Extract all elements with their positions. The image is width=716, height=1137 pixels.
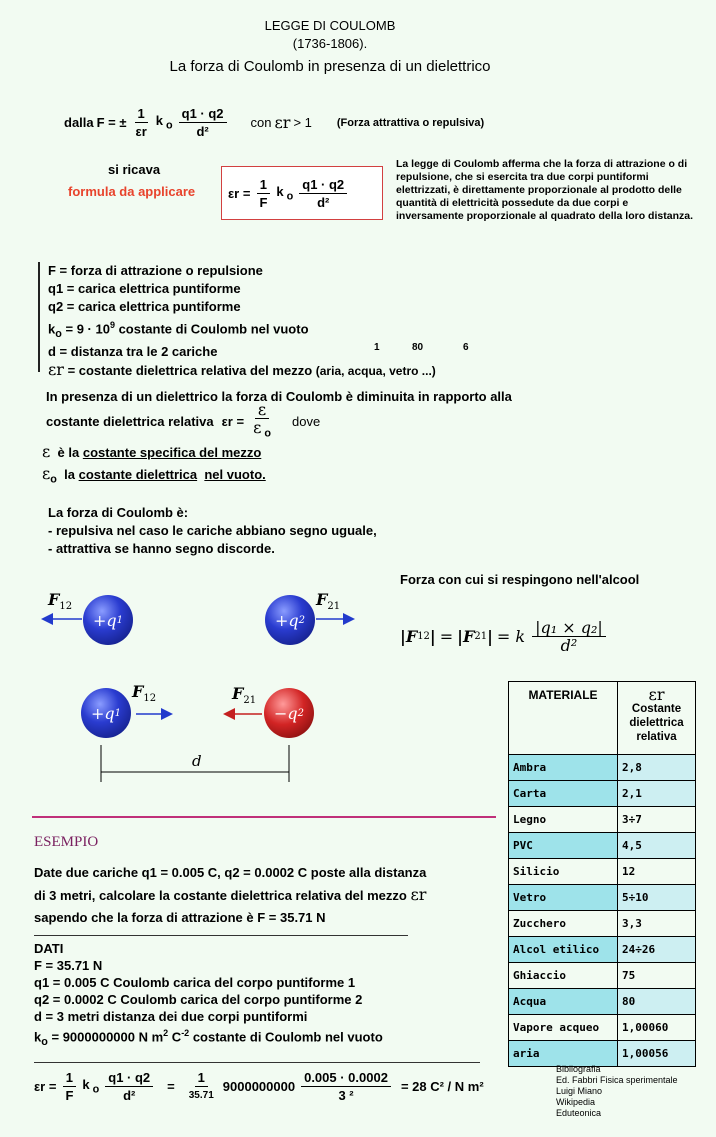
formula-cond-pre: con	[250, 115, 272, 130]
force-kind-title: La forza di Coulomb è:	[48, 505, 189, 520]
data-title: DATI	[34, 941, 64, 956]
legend-value-aria: 1	[374, 342, 380, 353]
dielectric-fraction: $\frac{\varepsilon}{\varepsilon _o}$	[253, 400, 271, 440]
page-title: LEGGE DI COULOMB	[264, 18, 396, 33]
data-distance: d = 3 metri distanza dei due corpi puntiformi	[34, 1009, 308, 1024]
force-kind-repulsive: - repulsiva nel caso le cariche abbiano segno uguale,	[48, 523, 377, 538]
table-row: Silicio 12	[509, 859, 696, 885]
charge-q1-attract: +q 1	[81, 688, 131, 738]
charge-q2-attract: −q 2	[264, 688, 314, 738]
table-row: Ambra 2,8	[509, 755, 696, 781]
section-divider	[32, 816, 496, 818]
force-magnitude-equation: | F 12 | = | F 21 | = k $\frac{\text{|q₁ × q₂|}}{\text{d²}}$	[400, 620, 609, 653]
formula2-lhs: εr =	[228, 185, 251, 201]
example-divider	[34, 935, 408, 936]
data-q2: q2 = 0.0002 C Coulomb carica del corpo puntiforme 2	[34, 992, 363, 1007]
formula-fraction-2: $\frac{q1 \cdot q2}{\text{d²}}$	[179, 106, 230, 139]
formula2-k: k $_o$	[276, 183, 294, 203]
formula-prefix: dalla	[64, 115, 94, 130]
legend-d: d = distanza tra le 2 cariche	[48, 343, 218, 359]
label-f21-attract: $F_{21}$	[232, 684, 257, 707]
formula2-fraction-1: $\frac{1}{F}$	[256, 177, 273, 210]
example-title: ESEMPIO	[34, 834, 99, 850]
table-row: aria 1,00056	[509, 1041, 696, 1067]
bibliography-entry: Ed. Fabbri Fisica sperimentale	[556, 1075, 678, 1085]
legend-value-vetro: 6	[463, 342, 469, 353]
dielectric-label: costante dielettrica relativa	[46, 414, 214, 430]
force-kind-attractive: - attrattiva se hanno segno discorde.	[48, 541, 275, 556]
final-fraction-3: $\frac{1}{35.71}$	[188, 1070, 214, 1101]
final-fraction-4: $\frac{0.005 \cdot 0.0002}{\text{3 ²}}$	[301, 1070, 394, 1103]
distance-label: d	[192, 752, 202, 770]
label-f21-repel: $F_{21}$	[316, 590, 341, 613]
epsilon-definition: ε è la costante specifica del mezzo	[42, 442, 262, 461]
formula2-fraction-2: $\frac{q1 \cdot q2}{\text{d²}}$	[299, 177, 350, 210]
bibliography-entry: Eduteonica	[556, 1108, 602, 1118]
data-k: $k_o = 9000000000$ N $m^2$ $C^{-2}$ costante di Coulomb nel vuoto	[34, 1028, 383, 1048]
formula-fraction-1: $\frac{1}{\varepsilon r}$	[135, 106, 147, 139]
formula-cond-post: > 1	[293, 115, 312, 130]
label-f12-attract: $F_{12}$	[132, 682, 157, 705]
final-fraction-1: $\frac{1}{F}$	[62, 1070, 79, 1103]
example-line-3: sapendo che la forza di attrazione è F = 35.71 N	[34, 910, 326, 925]
formula-lhs: F = ±	[96, 115, 127, 130]
law-description: La legge di Coulomb afferma che la forza di attrazione o di repulsione, che si esercita tra due corpi puntiformi elettrizzati, è direttamente proporzionale al prodotto delle quantità di elettricità possedute da due corpi e inversamente proporzionale al quadrato della loro distanza.	[396, 158, 693, 222]
dielectric-constants-table	[508, 681, 696, 1067]
legend-eps: εr = costante dielettrica relativa del mezzo (aria, acqua, vetro ...)	[48, 359, 436, 379]
legend-value-acqua: 80	[412, 342, 424, 353]
final-calculation	[34, 1070, 487, 1103]
legend-f: F = forza di attrazione o repulsione	[48, 263, 263, 278]
epsilon0-definition: $\varepsilon_o$ la costante dielettrica nel vuoto.	[42, 464, 266, 486]
bibliography	[556, 1064, 678, 1119]
bibliography-entry: Luigi Miano	[556, 1086, 603, 1096]
table-row: Alcol etilico 24÷26	[509, 937, 696, 963]
table-row: Legno 3÷7	[509, 807, 696, 833]
example-text	[34, 862, 426, 929]
example-line-1: Date due cariche q1 = 0.005 C, q2 = 0.0002 C poste alla distanza	[34, 865, 427, 880]
bibliography-title: Bibliografia	[556, 1064, 601, 1074]
page-subtitle: La forza di Coulomb in presenza di un dielettrico	[169, 58, 491, 75]
label-f12-repel: $F_{12}$	[48, 590, 73, 613]
legend-k: $k_o = 9 \cdot 10^9$ costante di Coulomb nel vuoto	[48, 320, 309, 340]
data-block	[34, 940, 383, 1051]
table-row: Vapore acqueo 1,00060	[509, 1015, 696, 1041]
data-force: F = 35.71 N	[34, 958, 103, 973]
final-k: k $_o$	[82, 1077, 100, 1096]
dielectric-lhs: εr =	[221, 414, 245, 430]
final-equals: =	[167, 1079, 175, 1094]
table-row: Vetro 5÷10	[509, 885, 696, 911]
final-fraction-2: $\frac{q1 \cdot q2}{\text{d²}}$	[105, 1070, 156, 1103]
example-line-2: di 3 metri, calcolare la costante dielettrica relativa del mezzo εr	[34, 885, 427, 904]
legend-q1: q1 = carica elettrica puntiforme	[48, 281, 241, 296]
charge-q1-repel: +q 1	[83, 595, 133, 645]
final-lhs: εr =	[34, 1079, 57, 1094]
table-row: Ghiaccio 75	[509, 963, 696, 989]
table-row: Carta 2,1	[509, 781, 696, 807]
table-header-constant: εr Costante dielettrica relativa	[618, 682, 696, 755]
formula-to-apply-label: formula da applicare	[68, 184, 196, 199]
formula-note: (Forza attrattiva o repulsiva)	[336, 116, 485, 129]
data-divider	[34, 1062, 480, 1063]
formula-intro: si ricava	[108, 162, 161, 177]
formula-cond-eps: εr	[274, 113, 291, 132]
charge-q2-repel: +q 2	[265, 595, 315, 645]
table-row: Acqua 80	[509, 989, 696, 1015]
data-q1: q1 = 0.005 C Coulomb carica del corpo puntiforme 1	[34, 975, 356, 990]
alcool-caption: Forza con cui si respingono nell'alcool	[400, 572, 640, 587]
table-header-material: MATERIALE	[509, 682, 618, 755]
page-years: (1736-1806).	[292, 36, 368, 51]
table-row: PVC 4,5	[509, 833, 696, 859]
dielectric-intro: In presenza di un dielettrico la forza di Coulomb è diminuita in rapporto alla	[46, 389, 512, 404]
bibliography-entry: Wikipedia	[556, 1097, 596, 1107]
dielectric-dove: dove	[292, 414, 321, 430]
formula-k: k $_o$	[155, 113, 173, 132]
final-k-value: 9000000000	[222, 1079, 296, 1094]
table-row: Zucchero 3,3	[509, 911, 696, 937]
legend-q2: q2 = carica elettrica puntiforme	[48, 299, 241, 314]
final-result: = 28 C² / N m²	[400, 1079, 484, 1094]
